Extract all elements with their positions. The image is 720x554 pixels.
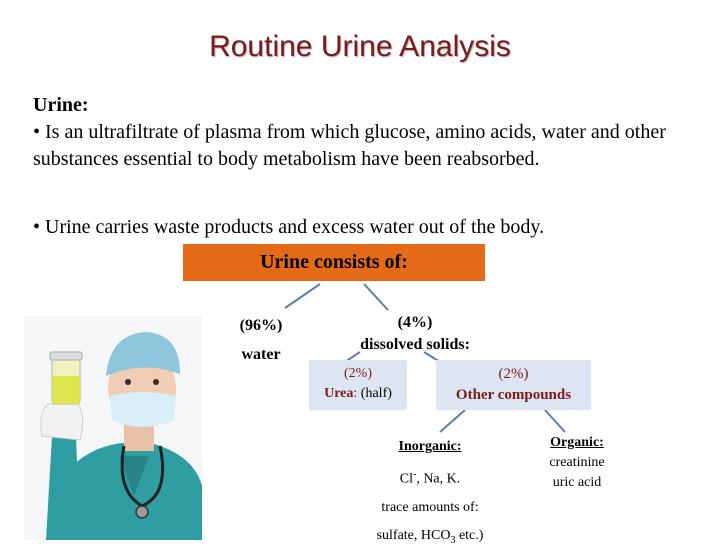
inorganic-ions (355, 461, 505, 494)
bullet-ultrafiltrate: • Is an ultrafiltrate of plasma from which glucose, amino acids, water and other substances essential to body metabolism have been reabsorbed. (33, 121, 666, 170)
water-node (228, 311, 294, 369)
trace-list-end: etc.) (455, 527, 484, 543)
trace-label: trace amounts of: (381, 499, 479, 515)
bicarbonate-subscript: 3 (450, 534, 456, 546)
urea-separator: : (353, 386, 358, 401)
urea-name: Urea (324, 386, 354, 401)
sulfate-bicarbonate: sulfate, HCO (376, 527, 451, 543)
connector-to-inorganic (440, 410, 465, 432)
urea-note: (half) (360, 386, 392, 401)
solids-label: dissolved solids: (360, 336, 470, 353)
doctor-specimen-photo (24, 316, 202, 540)
connector-to-organic (545, 410, 565, 432)
solids-percent: (4%) (397, 314, 433, 331)
other-label: Other compounds (455, 387, 572, 403)
organic-item-uric-acid: uric acid (552, 475, 602, 490)
organic-node (532, 433, 622, 493)
other-ions: , Na, K. (416, 471, 461, 487)
other-compounds-box (436, 360, 591, 410)
connector-to-water (285, 284, 320, 308)
bullet-waste-products: • Urine carries waste products and excess water out of the body. (33, 216, 545, 238)
water-label: water (241, 346, 281, 363)
urea-box (309, 360, 407, 410)
connector-to-solids (364, 284, 388, 310)
solids-node (340, 312, 490, 356)
water-percent: (96%) (239, 317, 283, 334)
slide-title: Routine Urine Analysis (209, 30, 511, 63)
organic-heading: Organic: (550, 435, 604, 450)
other-percent: (2%) (498, 366, 529, 382)
chloride: Cl (399, 471, 413, 487)
inorganic-node (355, 433, 505, 554)
urine-label: Urine: (33, 94, 89, 116)
trace-list (355, 522, 505, 554)
urine-consists-banner: Urine consists of: (183, 244, 485, 281)
organic-item-creatinine: creatinine (549, 455, 605, 470)
urea-percent: (2%) (344, 366, 372, 381)
inorganic-heading: Inorganic: (398, 439, 462, 454)
chloride-charge: - (412, 469, 417, 480)
